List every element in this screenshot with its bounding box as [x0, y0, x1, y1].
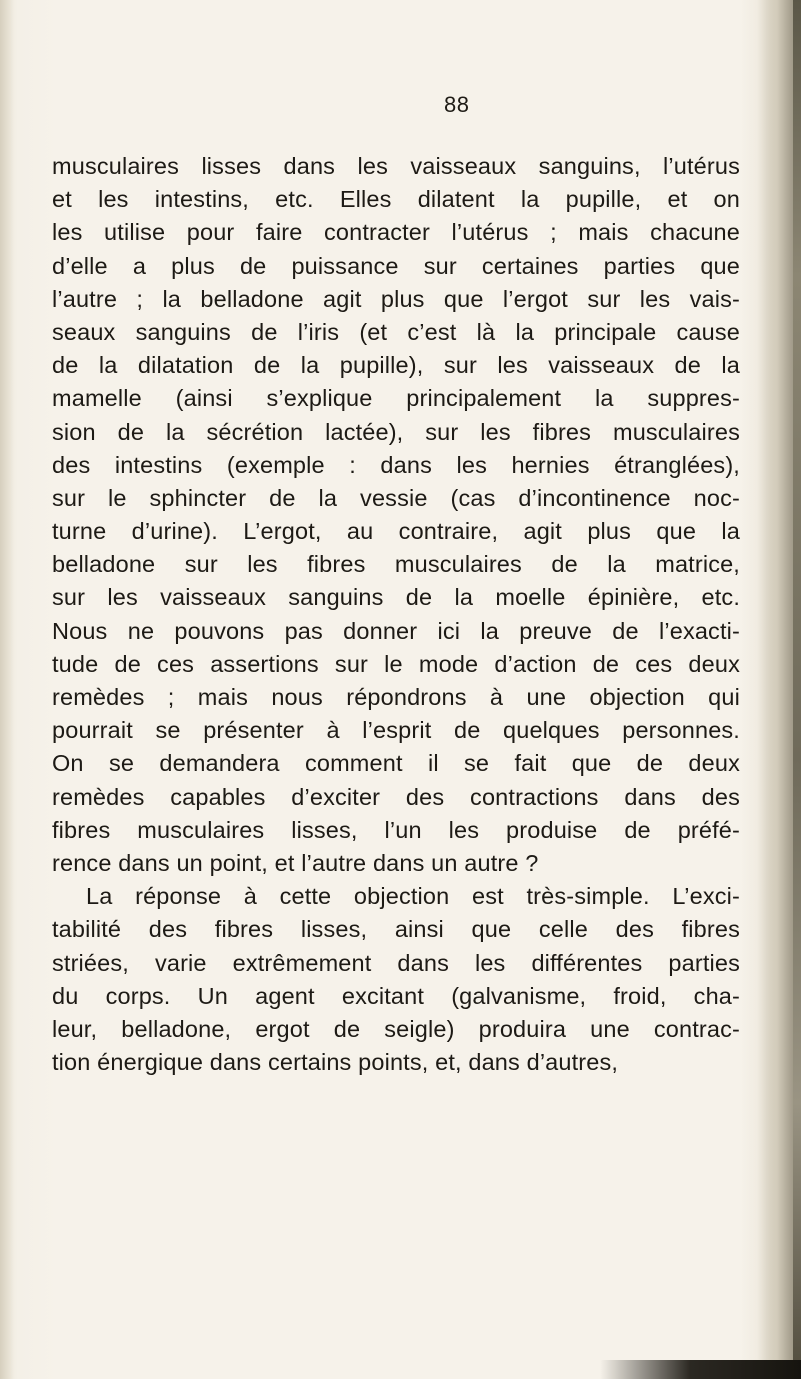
- page-left-edge-shadow: [0, 0, 14, 1379]
- text-line: mamelle (ainsi s’explique principalement la suppres-: [52, 385, 740, 412]
- text-line: remèdes ; mais nous répondrons à une objection qui: [52, 684, 740, 710]
- text-line: d’elle a plus de puissance sur certaines parties que: [52, 252, 740, 279]
- text-line: Nous ne pouvons pas donner ici la preuve de l’exacti-: [52, 617, 740, 644]
- text-line: tude de ces assertions sur le mode d’action de ces deux: [52, 650, 740, 677]
- text-line: tabilité des fibres lisses, ainsi que celle des fibres: [52, 916, 740, 943]
- text-line: striées, varie extrêmement dans les différentes parties: [52, 949, 740, 976]
- text-line: fibres musculaires lisses, l’un les produise de préfé-: [52, 816, 740, 843]
- text-line: On se demandera comment il se fait que de deux: [52, 750, 740, 777]
- text-line: leur, belladone, ergot de seigle) produira une contrac-: [52, 1015, 740, 1042]
- text-line: l’autre ; la belladone agit plus que l’ergot sur les vais-: [52, 285, 740, 312]
- text-line: des intestins (exemple : dans les hernies étranglées),: [52, 451, 740, 478]
- text-line: pourrait se présenter à l’esprit de quelques personnes.: [52, 717, 740, 744]
- text-line: belladone sur les fibres musculaires de la matrice,: [52, 551, 740, 578]
- page-number: 88: [444, 92, 470, 117]
- text-line: seaux sanguins de l’iris (et c’est là la principale cause: [52, 318, 740, 345]
- text-line: sur les vaisseaux sanguins de la moelle épinière, etc.: [52, 584, 740, 611]
- text-line: remèdes capables d’exciter des contractions dans des: [52, 783, 740, 810]
- body-text: [52, 150, 740, 1079]
- page-bottom-corner-shadow: [600, 1360, 801, 1379]
- text-line: du corps. Un agent excitant (galvanisme, froid, cha-: [52, 982, 740, 1009]
- text-line: tion énergique dans certains points, et, dans d’autres,: [52, 1049, 619, 1076]
- text-line: turne d’urine). L’ergot, au contraire, agit plus que la: [52, 518, 740, 545]
- book-binding-edge: [793, 0, 801, 1379]
- text-line: La réponse à cette objection est très-simple. L’exci-: [86, 883, 740, 910]
- text-line: de la dilatation de la pupille), sur les vaisseaux de la: [52, 352, 740, 379]
- text-line: sion de la sécrétion lactée), sur les fibres musculaires: [52, 418, 740, 445]
- text-line: sur le sphincter de la vessie (cas d’incontinence noc-: [52, 484, 740, 511]
- text-line: et les intestins, etc. Elles dilatent la pupille, et on: [52, 186, 740, 213]
- text-line: rence dans un point, et l’autre dans un autre ?: [52, 849, 539, 876]
- text-line: musculaires lisses dans les vaisseaux sanguins, l’utérus: [52, 153, 740, 179]
- text-line: les utilise pour faire contracter l’utérus ; mais chacune: [52, 219, 740, 246]
